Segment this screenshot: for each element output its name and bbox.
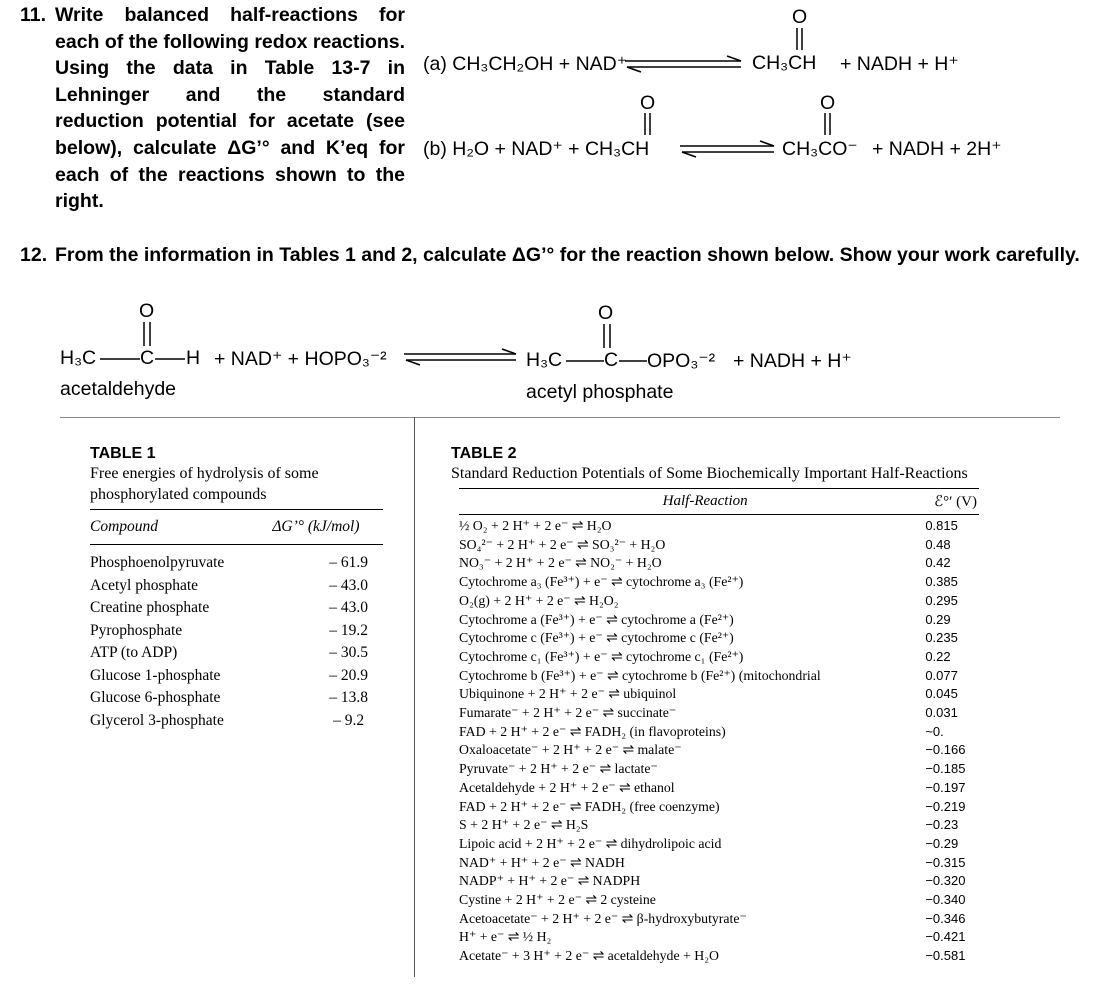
table-row (459, 872, 979, 891)
potential-cell: −0.219 (925, 798, 966, 814)
question-11-text: Write balanced half-reactions for each of the following redox reactions. Using the data in Table 13-7 in Lehninger and the standard reduction potential for acetate (see below), calculate ΔG’° and K’eq for each of the reactions shown to the right. (55, 4, 405, 213)
compound-cell: Glucose 6-phosphate (90, 689, 221, 706)
half-reaction-cell: NAD⁺ + H⁺ + 2 e⁻ ⇌ NADH (459, 854, 625, 870)
half-reaction-cell: ½ O₂ + 2 H⁺ + 2 e⁻ ⇌ H₂O (459, 518, 612, 533)
question-12-text: From the information in Tables 1 and 2, calculate ΔG’° for the reaction shown below. Show your work carefully. (55, 244, 1080, 266)
table-row (459, 648, 979, 667)
acetyl-phosphate-h3c: H₃C (526, 349, 563, 371)
acetyl-phosphate-opo3: OPO₃⁻² (647, 350, 716, 372)
dg-cell: – 20.9 (329, 666, 369, 684)
potential-cell: −0.581 (925, 948, 966, 964)
acetaldehyde-label: acetaldehyde (60, 378, 177, 400)
table-1-grid (90, 509, 383, 732)
compound-cell: Acetyl phosphate (90, 576, 199, 594)
acetyl-phosphate-label: acetyl phosphate (526, 381, 674, 403)
table-row (459, 760, 979, 779)
potential-cell: 0.29 (925, 611, 951, 627)
acetaldehyde-bond-2 (155, 347, 185, 373)
equilibrium-arrow-q12 (402, 348, 520, 366)
acetaldehyde-double-bond (141, 322, 155, 348)
half-reaction-cell: Acetate⁻ + 3 H⁺ + 2 e⁻ ⇌ acetaldehyde + H₂O (459, 948, 719, 964)
acetaldehyde-carbon: C (140, 347, 155, 369)
dg-cell: – 61.9 (329, 554, 369, 571)
table-1-title: TABLE 1 (90, 445, 156, 462)
table-row (459, 779, 979, 798)
half-reaction-cell: Cytochrome b (Fe³⁺) + e⁻ ⇌ cytochrome b (Fe²⁺) (mitochondrial (459, 667, 821, 683)
half-reaction-cell: FAD + 2 H⁺ + 2 e⁻ ⇌ FADH₂ (in flavoproteins) (459, 723, 726, 739)
half-reaction-cell: H⁺ + e⁻ ⇌ ½ H₂ (459, 929, 552, 945)
table-row (459, 723, 979, 742)
q12-reactants: + NAD⁺ + HOPO₃⁻² (214, 348, 387, 370)
acetaldehyde-oxygen: O (139, 300, 155, 322)
potential-cell: 0.031 (925, 705, 958, 721)
potential-cell: 0.295 (925, 592, 958, 608)
table-row (459, 685, 979, 704)
equilibrium-arrow-a (623, 55, 745, 73)
question-11 (20, 2, 405, 215)
half-reaction-cell: Acetaldehyde + 2 H⁺ + 2 e⁻ ⇌ ethanol (459, 779, 675, 795)
reaction-a-reactants: (a) CH₃CH₂OH + NAD⁺ (423, 53, 628, 75)
potential-cell: −0.346 (925, 910, 966, 926)
potential-cell: 0.385 (925, 574, 958, 590)
table-row (90, 710, 383, 733)
reaction-b-byproducts: + NADH + 2H⁺ (872, 138, 1002, 160)
table-row (90, 665, 383, 688)
half-reaction-cell: Pyruvate⁻ + 2 H⁺ + 2 e⁻ ⇌ lactate⁻ (459, 761, 658, 777)
table-row (90, 597, 383, 620)
dg-cell: – 9.2 (333, 711, 365, 729)
table-row (459, 573, 979, 592)
potential-cell: 0.815 (925, 518, 958, 533)
reaction-b-product-double-bond (821, 113, 835, 137)
table-row (459, 704, 979, 723)
equilibrium-arrow-b (678, 140, 778, 158)
half-reaction-cell: S + 2 H⁺ + 2 e⁻ ⇌ H₂S (459, 817, 589, 833)
potential-cell: −0.197 (925, 779, 966, 795)
table-row (459, 928, 979, 947)
half-reaction-cell: Oxaloacetate⁻ + 2 H⁺ + 2 e⁻ ⇌ malate⁻ (459, 742, 682, 758)
table-2 (451, 445, 1021, 966)
table-row (459, 611, 979, 630)
half-reaction-cell: FAD + 2 H⁺ + 2 e⁻ ⇌ FADH₂ (free coenzyme) (459, 798, 720, 814)
half-reaction-cell: Cystine + 2 H⁺ + 2 e⁻ ⇌ 2 cysteine (459, 892, 656, 908)
dg-cell: – 43.0 (329, 599, 369, 616)
reaction-a-carbonyl-oxygen: O (792, 6, 808, 28)
table-1-caption-line-2: phosphorylated compounds (90, 486, 267, 503)
potential-cell: 0.045 (925, 686, 958, 702)
acetyl-phosphate-bond-2 (619, 349, 647, 375)
potential-cell: −0.185 (925, 761, 966, 777)
reaction-a-product: CH₃CH (752, 52, 817, 74)
half-reaction-cell: SO₄²⁻ + 2 H⁺ + 2 e⁻ ⇌ SO₃²⁻ + H₂O (459, 536, 666, 552)
potential-cell: −0.340 (925, 892, 966, 908)
half-reaction-cell: NADP⁺ + H⁺ + 2 e⁻ ⇌ NADPH (459, 873, 641, 889)
half-reaction-cell: Cytochrome a₃ (Fe³⁺) + e⁻ ⇌ cytochrome a₃ (Fe²⁺) (459, 574, 744, 590)
compound-cell: Glycerol 3-phosphate (90, 711, 224, 729)
half-reaction-cell: NO₃⁻ + 2 H⁺ + 2 e⁻ ⇌ NO₂⁻ + H₂O (459, 555, 662, 571)
reaction-a-byproducts: + NADH + H⁺ (840, 53, 959, 75)
table-row (459, 592, 979, 611)
table-row (459, 947, 979, 966)
table-1-caption-line-1: Free energies of hydrolysis of some (90, 465, 319, 482)
half-reaction-cell: Acetoacetate⁻ + 2 H⁺ + 2 e⁻ ⇌ β-hydroxybutyrate⁻ (459, 910, 747, 926)
question-12 (20, 242, 1080, 269)
table-row (459, 515, 979, 536)
half-reaction-cell: O₂(g) + 2 H⁺ + 2 e⁻ ⇌ H₂O₂ (459, 592, 619, 608)
potential-cell: 0.48 (925, 536, 951, 552)
table-row (459, 629, 979, 648)
table-1-header-compound: Compound (90, 510, 254, 545)
reaction-b-reactant-oxygen: O (640, 92, 656, 114)
table-row (459, 554, 979, 573)
potential-cell: −0.320 (925, 873, 966, 889)
table-row (459, 741, 979, 760)
table-row (90, 575, 383, 598)
reaction-b-reactants: (b) H₂O + NAD⁺ + CH₃CH (423, 138, 650, 160)
half-reaction-cell: Cytochrome c₁ (Fe³⁺) + e⁻ ⇌ cytochrome c₁ (Fe²⁺) (459, 648, 744, 664)
half-reaction-cell: Fumarate⁻ + 2 H⁺ + 2 e⁻ ⇌ succinate⁻ (459, 705, 677, 721)
acetaldehyde-h3c: H₃C (60, 347, 97, 369)
half-reaction-cell: Lipoic acid + 2 H⁺ + 2 e⁻ ⇌ dihydrolipoic acid (459, 835, 722, 851)
table-2-grid (459, 488, 979, 966)
potential-cell: ~0. (925, 723, 944, 739)
reaction-b-product: CH₃CO⁻ (782, 138, 858, 160)
table-row (459, 835, 979, 854)
potential-cell: −0.166 (925, 742, 966, 758)
potential-cell: 0.42 (925, 555, 951, 571)
table-row (459, 536, 979, 555)
acetyl-phosphate-carbon: C (604, 349, 619, 371)
table-2-caption: Standard Reduction Potentials of Some Biochemically Important Half-Reactions (451, 465, 968, 482)
compound-cell: ATP (to ADP) (90, 644, 178, 661)
table-row (90, 620, 383, 643)
compound-cell: Creatine phosphate (90, 599, 210, 616)
potential-cell: −0.29 (925, 835, 959, 851)
compound-cell: Pyrophosphate (90, 621, 183, 639)
acetaldehyde-hydrogen: H (186, 347, 201, 369)
dg-cell: – 43.0 (329, 576, 369, 594)
table-2-header-reaction: Half-Reaction (459, 489, 911, 515)
table-2-title: TABLE 2 (451, 445, 517, 462)
potential-cell: −0.23 (925, 817, 959, 833)
q12-products: + NADH + H⁺ (733, 350, 852, 372)
table-row (459, 910, 979, 929)
acetyl-phosphate-bond-1 (566, 349, 604, 375)
table-divider (414, 417, 415, 977)
half-reaction-cell: Cytochrome a (Fe³⁺) + e⁻ ⇌ cytochrome a (Fe²⁺) (459, 611, 734, 627)
table-row (90, 545, 383, 575)
section-divider (60, 417, 1060, 418)
table-row (459, 891, 979, 910)
question-12-number: 12. (20, 244, 48, 266)
reaction-a-double-bond (793, 28, 807, 52)
potential-cell: 0.077 (925, 667, 958, 683)
compound-cell: Glucose 1-phosphate (90, 666, 221, 684)
half-reaction-cell: Cytochrome c (Fe³⁺) + e⁻ ⇌ cytochrome c (Fe²⁺) (459, 630, 734, 646)
potential-cell: 0.22 (925, 648, 951, 664)
potential-cell: −0.421 (925, 929, 966, 945)
table-row (459, 798, 979, 817)
dg-cell: – 19.2 (329, 621, 369, 639)
dg-cell: – 13.8 (329, 689, 369, 706)
table-1 (90, 445, 383, 732)
question-11-number: 11. (20, 4, 47, 26)
reaction-b-reactant-double-bond (641, 113, 655, 137)
acetyl-phosphate-double-bond (601, 324, 615, 350)
table-2-header-potential: ℰ°′ (V) (911, 489, 979, 515)
table-row (459, 667, 979, 686)
half-reaction-cell: Ubiquinone + 2 H⁺ + 2 e⁻ ⇌ ubiquinol (459, 686, 677, 702)
table-row (90, 687, 383, 710)
acetaldehyde-bond-1 (100, 347, 140, 373)
potential-cell: −0.315 (925, 854, 966, 870)
table-row (459, 816, 979, 835)
reaction-b-product-oxygen: O (820, 92, 836, 114)
potential-cell: 0.235 (925, 630, 958, 646)
table-1-header-dg: ΔG’° (kJ/mol) (254, 510, 383, 545)
compound-cell: Phosphoenolpyruvate (90, 554, 225, 571)
dg-cell: – 30.5 (329, 644, 369, 661)
table-row (459, 854, 979, 873)
table-row (90, 642, 383, 665)
acetyl-phosphate-oxygen: O (598, 302, 614, 324)
